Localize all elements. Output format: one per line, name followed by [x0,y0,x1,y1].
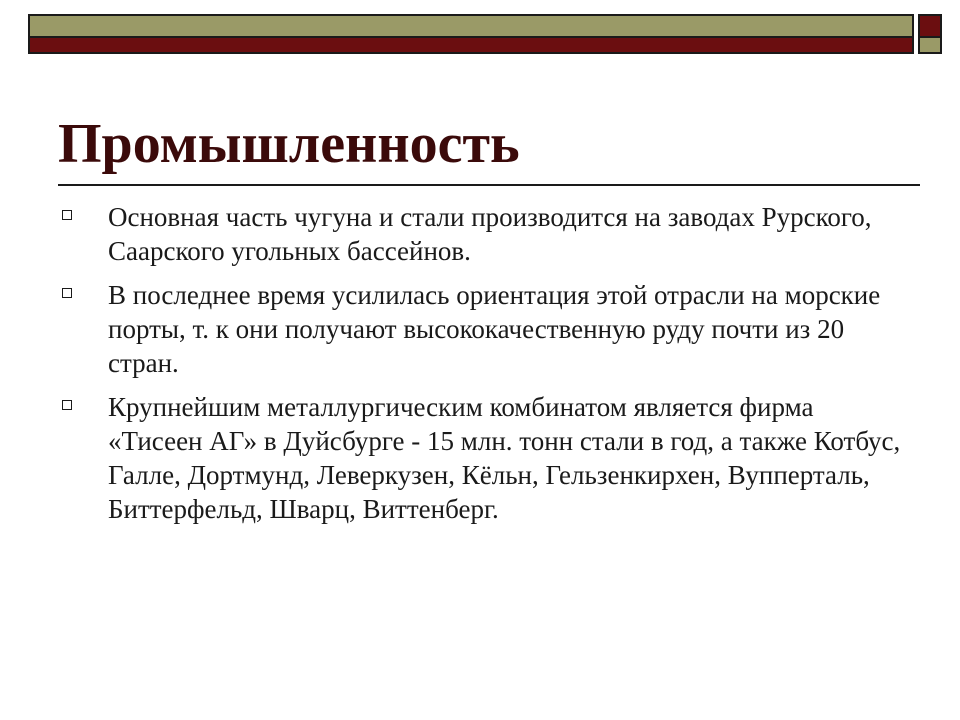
bullet-text: Крупнейшим металлургическим комбинатом является фирма «Тисеен АГ» в Дуйсбурге - 15 млн. тонн стали в год, а также Котбус, Галле, Дортмунд, Леверкузен, Кёльн, Гельзенкирхен, Вупперталь, Биттерфельд, Шварц, Виттенберг. [108,392,901,524]
bullet-item [60,200,910,268]
bullet-list [60,200,910,536]
hollow-square-bullet-icon [62,400,72,410]
olive-stripe [30,16,912,38]
hollow-square-bullet-icon [62,210,72,220]
maroon-stripe [30,38,912,52]
top-decorative-bar [28,14,914,54]
title-divider [58,184,920,186]
corner-decorative-block [918,14,942,54]
bullet-text: В последнее время усилилась ориентация этой отрасли на морские порты, т. к они получают высококачественную руду почти из 20 стран. [108,280,881,378]
slide-title: Промышленность [58,113,520,175]
corner-maroon-square [920,16,940,38]
bullet-item [60,278,910,380]
bullet-text: Основная часть чугуна и стали производится на заводах Рурского, Саарского угольных бассейнов. [108,202,872,266]
hollow-square-bullet-icon [62,288,72,298]
bullet-item [60,390,910,526]
corner-olive-square [920,38,940,52]
